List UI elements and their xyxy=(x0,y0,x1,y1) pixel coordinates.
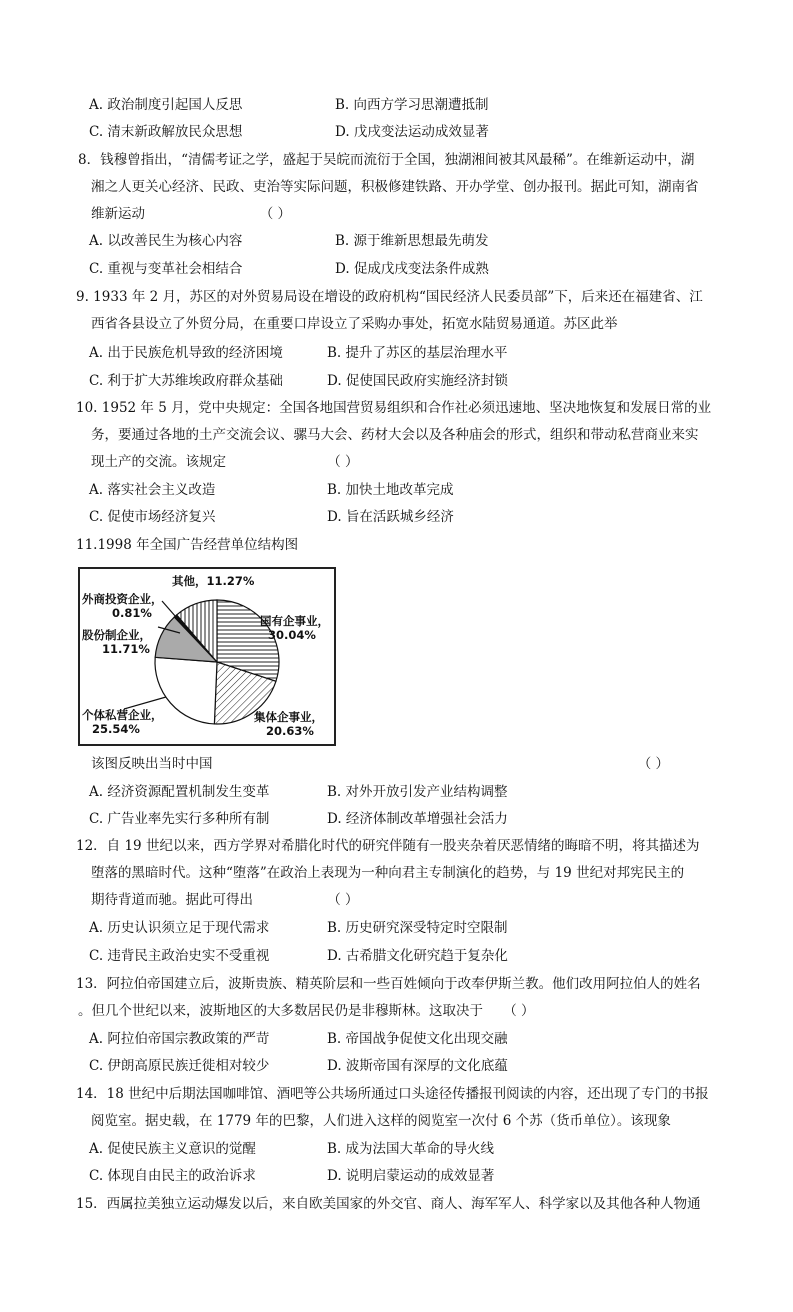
question-8-line-3: 维新运动 （ ） xyxy=(91,206,292,222)
question-14-line-1: 14．18 世纪中后期法国咖啡馆、酒吧等公共场所通过口头途径传播报刊阅读的内容，还出现了专门的书报 xyxy=(76,1086,709,1102)
pie-slice-2 xyxy=(155,657,217,724)
q13-option-b: B. 帝国战争促使文化出现交融 xyxy=(327,1031,508,1047)
q8-option-b: B. 源于维新思想最先萌发 xyxy=(335,233,489,249)
q9-option-b: B. 提升了苏区的基层治理水平 xyxy=(327,345,508,361)
leader-line-other xyxy=(162,601,176,617)
label-private-2: 25.54% xyxy=(92,722,140,736)
question-10-line-1: 10. 1952 年 5 月，党中央规定：全国各地国营贸易组织和合作社必须迅速地、坚决地恢复和发展日常的业 xyxy=(76,400,712,416)
q8-option-d: D. 促成戊戌变法条件成熟 xyxy=(335,261,489,277)
q12-option-d: D. 古希腊文化研究趋于复杂化 xyxy=(327,948,508,964)
question-14-line-2: 阅览室。据史载，在 1779 年的巴黎，人们进入这样的阅览室一次付 6 个苏（货币单位）。该现象 xyxy=(91,1113,671,1129)
label-collective-1: 集体企事业， xyxy=(254,710,323,724)
question-11-title: 11.1998 年全国广告经营单位结构图 xyxy=(76,537,299,553)
question-8-line-2: 湘之人更关心经济、民政、吏治等实际问题，积极修建铁路、开办学堂、创办报刊。据此可知，湖南省 xyxy=(91,179,699,195)
q13-option-c: C. 伊朗高原民族迁徙相对较少 xyxy=(89,1058,270,1074)
question-13-line-2: 。但几个世纪以来，波斯地区的大多数居民仍是非穆斯林。这取决于 （ ） xyxy=(78,1003,535,1019)
q10-option-c: C. 促使市场经济复兴 xyxy=(89,509,216,525)
q8-option-c: C. 重视与变革社会相结合 xyxy=(89,261,243,277)
question-8-line-1: 8．钱穆曾指出，“清儒考证之学，盛起于吴皖而流衍于全国，独湖湘间被其风最稀”。在维新运动中，湖 xyxy=(78,152,695,168)
option-d: D. 戊戌变法运动成效显著 xyxy=(335,124,489,140)
q14-option-c: C. 体现自由民主的政治诉求 xyxy=(89,1168,256,1184)
q9-option-c: C. 利于扩大苏维埃政府群众基础 xyxy=(89,373,283,389)
q13-option-a: A. 阿拉伯帝国宗教政策的严苛 xyxy=(89,1031,270,1047)
label-foreign-1: 外商投资企业， xyxy=(82,592,163,606)
label-collective-2: 20.63% xyxy=(266,724,314,738)
q14-option-a: A. 促使民族主义意识的觉醒 xyxy=(89,1141,256,1157)
q12-option-a: A. 历史认识须立足于现代需求 xyxy=(89,920,270,936)
label-shareholding-1: 股份制企业， xyxy=(82,628,151,642)
question-15-line-1: 15．西属拉美独立运动爆发以后，来自欧美国家的外交官、商人、海军军人、科学家以及其他各种人物通 xyxy=(76,1196,701,1212)
label-shareholding-2: 11.71% xyxy=(102,642,150,656)
q11-option-b: B. 对外开放引发产业结构调整 xyxy=(327,784,508,800)
q9-option-d: D. 促使国民政府实施经济封锁 xyxy=(327,373,508,389)
option-b: B. 向西方学习思潮遭抵制 xyxy=(335,97,489,113)
question-10-line-2: 务，要通过各地的土产交流会议、骡马大会、药材大会以及各种庙会的形式，组织和带动私营商业来实 xyxy=(91,427,699,443)
question-11-stem: 该图反映出当时中国 （ ） xyxy=(91,756,670,772)
label-state-1: 国有企事业， xyxy=(260,614,329,628)
label-foreign-2: 0.81% xyxy=(112,606,152,620)
q10-option-a: A. 落实社会主义改造 xyxy=(89,482,216,498)
q13-option-d: D. 波斯帝国有深厚的文化底蕴 xyxy=(327,1058,508,1074)
option-c: C. 清末新政解放民众思想 xyxy=(89,124,243,140)
label-state-2: 30.04% xyxy=(268,628,316,642)
q14-option-b: B. 成为法国大革命的导火线 xyxy=(327,1141,495,1157)
q8-option-a: A. 以改善民生为核心内容 xyxy=(89,233,243,249)
q12-option-c: C. 违背民主政治史实不受重视 xyxy=(89,948,270,964)
q11-option-d: D. 经济体制改革增强社会活力 xyxy=(327,811,508,827)
q10-option-d: D. 旨在活跃城乡经济 xyxy=(327,509,454,525)
q11-option-a: A. 经济资源配置机制发生变革 xyxy=(89,784,270,800)
question-12-line-2: 堕落的黑暗时代。这种“堕落”在政治上表现为一种向君主专制演化的趋势，与 19 世纪对邦宪民主的 xyxy=(91,865,685,881)
question-9-line-2: 西省各县设立了外贸分局，在重要口岸设立了采购办事处，拓宽水陆贸易通道。苏区此举 xyxy=(91,316,618,332)
question-10-line-3: 现土产的交流。该规定 （ ） xyxy=(91,454,359,470)
question-12-line-1: 12．自 19 世纪以来，西方学界对希腊化时代的研究伴随有一股夹杂着厌恶情绪的晦暗不明，将其描述为 xyxy=(76,838,700,854)
question-9-line-1: 9. 1933 年 2 月，苏区的对外贸易局设在增设的政府机构“国民经济人民委员部”下，后来还在福建省、江 xyxy=(76,289,703,305)
question-13-line-1: 13．阿拉伯帝国建立后，波斯贵族、精英阶层和一些百姓倾向于改奉伊斯兰教。他们改用阿拉伯人的姓名 xyxy=(76,976,701,992)
question-12-line-3: 期待背道而驰。据此可得出 （ ） xyxy=(91,892,359,908)
option-a: A. 政治制度引起国人反思 xyxy=(89,97,243,113)
q12-option-b: B. 历史研究深受特定时空限制 xyxy=(327,920,508,936)
q14-option-d: D. 说明启蒙运动的成效显著 xyxy=(327,1168,495,1184)
label-other: 其他，11.27% xyxy=(172,574,255,588)
q10-option-b: B. 加快土地改革完成 xyxy=(327,482,454,498)
q11-option-c: C. 广告业率先实行多种所有制 xyxy=(89,811,270,827)
label-private-1: 个体私营企业， xyxy=(82,708,163,722)
q9-option-a: A. 出于民族危机导致的经济困境 xyxy=(89,345,283,361)
pie-chart xyxy=(78,567,336,746)
